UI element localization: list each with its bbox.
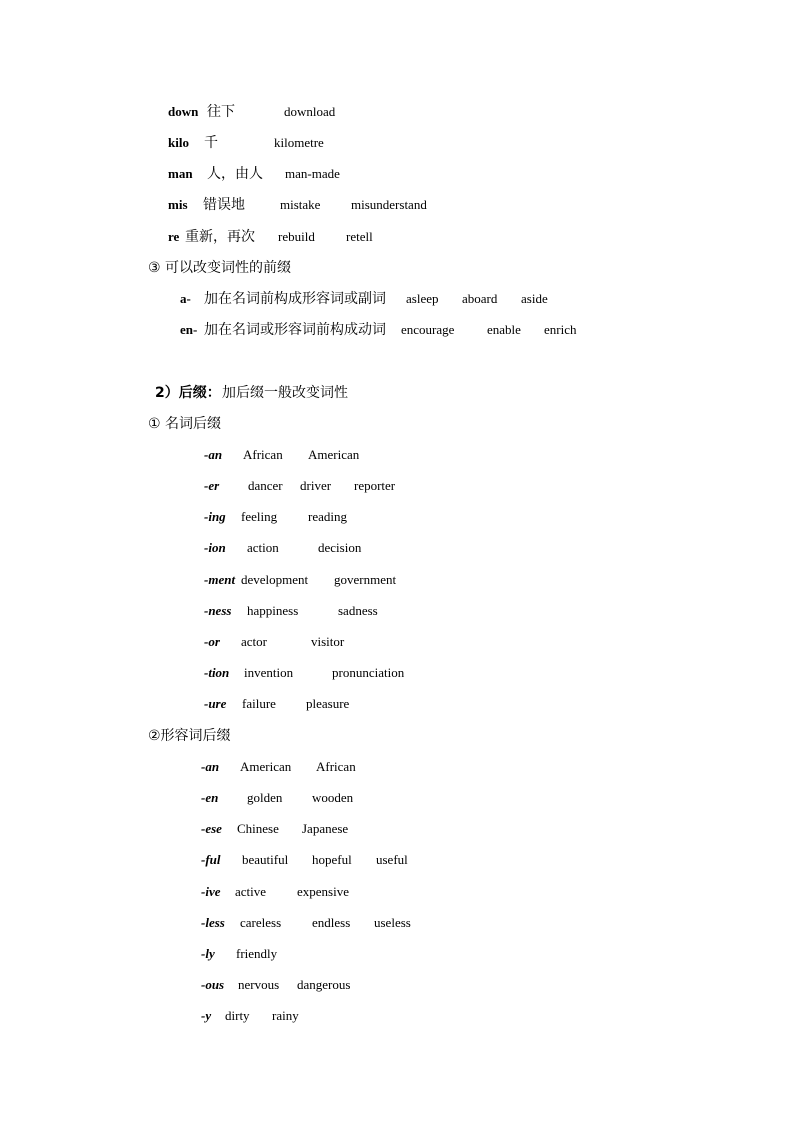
example-word: retell — [346, 229, 373, 244]
example-word: feeling — [241, 509, 278, 524]
example-word: Japanese — [302, 821, 349, 836]
example-word: encourage — [401, 322, 455, 337]
example-word: download — [284, 104, 336, 119]
section-title-text: ②形容词后缀 — [148, 728, 231, 744]
prefix-meaning: 往下 — [207, 104, 235, 120]
example-word: driver — [300, 478, 332, 493]
example-word: pleasure — [306, 696, 350, 711]
example-word: action — [247, 540, 279, 555]
example-word: wooden — [312, 790, 354, 805]
example-word: asleep — [406, 291, 439, 306]
example-word: active — [235, 884, 267, 899]
example-word: invention — [244, 665, 294, 680]
example-word: rebuild — [278, 229, 315, 244]
example-word: African — [316, 759, 356, 774]
example-word: kilometre — [274, 135, 324, 150]
suffix-heading-number: 2）后缀： — [155, 385, 221, 401]
suffix-term: -ure — [204, 696, 227, 711]
prefix-meaning: 错误地 — [203, 197, 245, 213]
prefix-description: 加在名词或形容词前构成动词 — [204, 322, 386, 338]
example-word: American — [308, 447, 360, 462]
example-word: beautiful — [242, 852, 289, 867]
suffix-term: -an — [201, 759, 220, 774]
example-word: development — [241, 572, 309, 587]
example-word: useful — [376, 852, 408, 867]
prefix-term: down — [168, 104, 199, 119]
section-title-text: ① 名词后缀 — [148, 416, 222, 432]
prefix-meaning: 人，由人 — [207, 166, 263, 182]
suffix-term: -less — [201, 915, 225, 930]
prefix-term: re — [168, 229, 180, 244]
example-word: African — [243, 447, 283, 462]
example-word: decision — [318, 540, 362, 555]
example-word: dangerous — [297, 977, 351, 992]
example-word: aside — [521, 291, 548, 306]
suffix-term: -ion — [204, 540, 226, 555]
example-word: government — [334, 572, 397, 587]
example-word: sadness — [338, 603, 378, 618]
suffix-term: -or — [204, 634, 220, 649]
prefix-meaning: 千 — [204, 135, 218, 151]
example-word: happiness — [247, 603, 299, 618]
prefix-term: man — [168, 166, 193, 181]
example-word: pronunciation — [332, 665, 405, 680]
suffix-term: -ous — [201, 977, 225, 992]
example-word: misunderstand — [351, 197, 427, 212]
suffix-heading-text: 加后缀一般改变词性 — [222, 385, 348, 401]
example-word: hopeful — [312, 852, 352, 867]
example-word: man-made — [285, 166, 340, 181]
example-word: nervous — [238, 977, 280, 992]
suffix-term: -ing — [204, 509, 226, 524]
prefix-term: kilo — [168, 135, 189, 150]
prefix-description: 加在名词前构成形容词或副词 — [204, 291, 386, 307]
suffix-term: -ese — [201, 821, 222, 836]
example-word: visitor — [311, 634, 345, 649]
example-word: enable — [487, 322, 521, 337]
example-word: actor — [241, 634, 267, 649]
suffix-term: -ful — [201, 852, 221, 867]
suffix-term: -an — [204, 447, 223, 462]
example-word: endless — [312, 915, 351, 930]
suffix-term: -ness — [204, 603, 232, 618]
example-word: dirty — [225, 1008, 250, 1023]
prefix-term: en- — [180, 322, 198, 337]
prefix-meaning: 重新，再次 — [185, 229, 255, 245]
example-word: American — [240, 759, 292, 774]
suffix-term: -tion — [204, 665, 230, 680]
suffix-term: -ment — [204, 572, 236, 587]
suffix-term: -ly — [201, 946, 215, 961]
prefix-term: mis — [168, 197, 188, 212]
example-word: enrich — [544, 322, 577, 337]
suffix-term: -er — [204, 478, 220, 493]
example-word: dancer — [248, 478, 283, 493]
example-word: aboard — [462, 291, 498, 306]
suffix-term: -ive — [201, 884, 221, 899]
prefix-term: a- — [180, 291, 191, 306]
example-word: golden — [247, 790, 283, 805]
suffix-term: -en — [201, 790, 219, 805]
example-word: reporter — [354, 478, 396, 493]
example-word: rainy — [272, 1008, 299, 1023]
example-word: Chinese — [237, 821, 279, 836]
example-word: reading — [308, 509, 347, 524]
example-word: expensive — [297, 884, 349, 899]
example-word: mistake — [280, 197, 321, 212]
example-word: failure — [242, 696, 276, 711]
example-word: friendly — [236, 946, 278, 961]
section-title-text: ③ 可以改变词性的前缀 — [148, 260, 292, 276]
suffix-term: -y — [201, 1008, 212, 1023]
example-word: useless — [374, 915, 411, 930]
example-word: careless — [240, 915, 282, 930]
